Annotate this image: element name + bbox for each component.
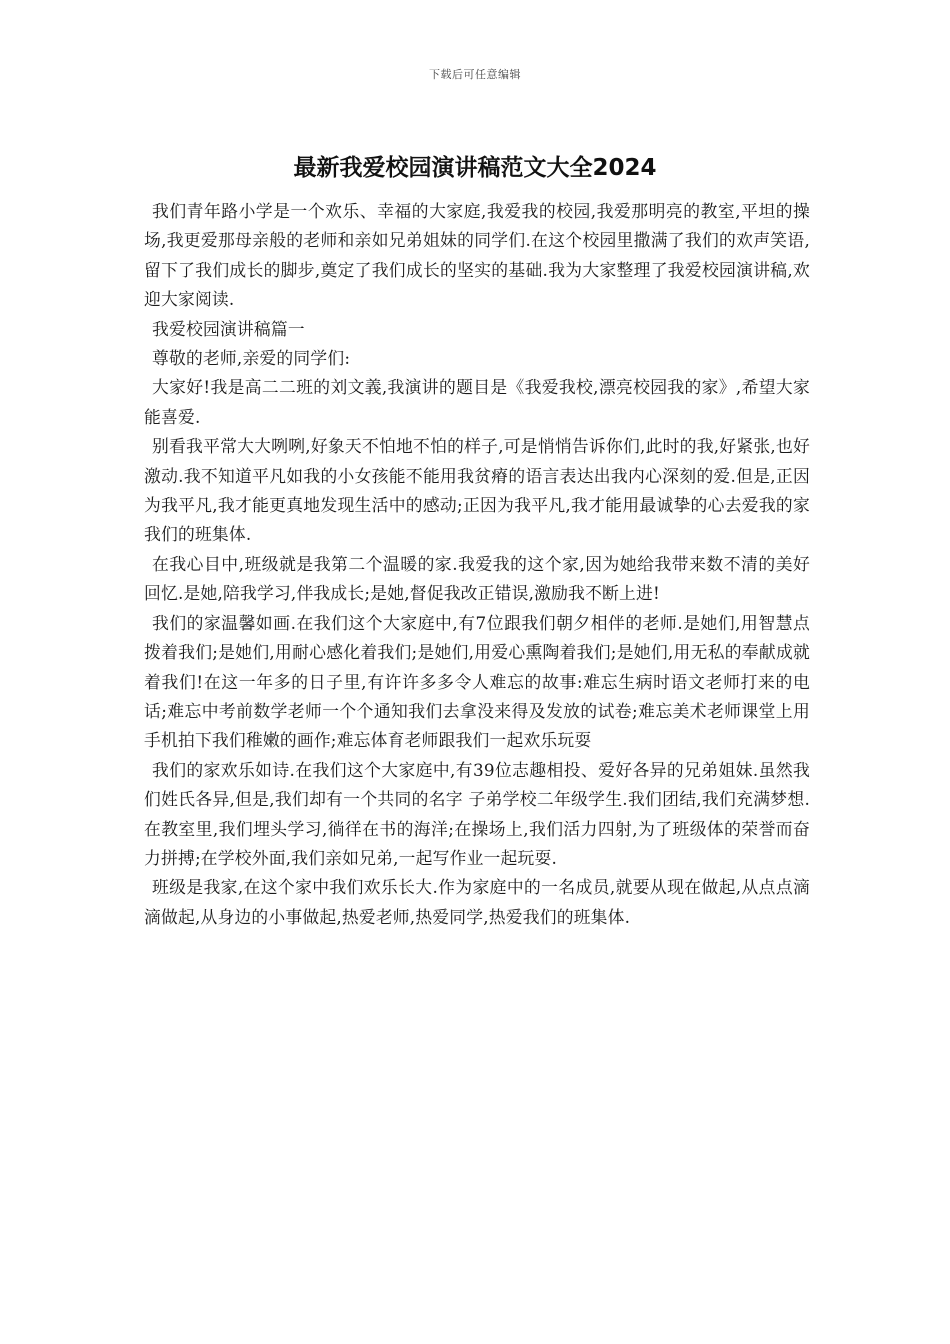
paragraph-section-heading: 我爱校园演讲稿篇一 xyxy=(152,318,305,339)
paragraph-intro: 我们青年路小学是一个欢乐、幸福的大家庭,我爱我的校园,我爱那明亮的教室,平坦的操场,我更爱那母亲般的老师和亲如兄弟姐妹的同学们.在这个校园里撒满了我们的欢声笑语,留下了我们成长的脚步,奠定了我们成长的坚实的基础.我为大家整理了我爱校园演讲稿,欢迎大家阅读. xyxy=(144,201,810,310)
paragraph-greeting: 大家好!我是高二二班的刘文義,我演讲的题目是《我爱我校,漂亮校园我的家》,希望大家能喜爱. xyxy=(144,377,810,427)
paragraph: 在我心目中,班级就是我第二个温暖的家.我爱我的这个家,因为她给我带来数不清的美好回忆.是她,陪我学习,伴我成长;是她,督促我改正错误,激励我不断上进! xyxy=(144,553,810,604)
page-title: 最新我爱校园演讲稿范文大全2024 xyxy=(293,155,657,181)
document-body xyxy=(144,197,810,932)
paragraph: 我们的家温馨如画.在我们这个大家庭中,有7位跟我们朝夕相伴的老师.是她们,用智慧点拨着我们;是她们,用耐心感化着我们;是她们,用爱心熏陶着我们;是她们,用无私的奉献成就着我们!在这一年多的日子里,有许许多多令人难忘的故事:难忘生病时语文老师打来的电话;难忘中考前数学老师一个个通知我们去拿没来得及发放的试卷;难忘美术老师课堂上用手机拍下我们稚嫩的画作;难忘体育老师跟我们一起欢乐玩耍 xyxy=(144,612,810,751)
paragraph: 我们的家欢乐如诗.在我们这个大家庭中,有39位志趣相投、爱好各异的兄弟姐妹.虽然我们姓氏各异,但是,我们却有一个共同的名字 子弟学校二年级学生.我们团结,我们充满梦想.在教室里,我们埋头学习,徜徉在书的海洋;在操场上,我们活力四射,为了班级体的荣誉而奋力拼搏;在学校外面,我们亲如兄弟,一起写作业一起玩耍. xyxy=(144,759,810,868)
paragraph: 别看我平常大大咧咧,好象天不怕地不怕的样子,可是悄悄告诉你们,此时的我,好紧张,也好激动.我不知道平凡如我的小女孩能不能用我贫瘠的语言表达出我内心深刻的爱.但是,正因为我平凡,我才能更真地发现生活中的感动;正因为我平凡,我才能用最诚挚的心去爱我的家 我们的班集体. xyxy=(144,436,810,545)
header-note: 下载后可任意编辑 xyxy=(429,68,521,81)
paragraph: 班级是我家,在这个家中我们欢乐长大.作为家庭中的一名成员,就要从现在做起,从点点滴滴做起,从身边的小事做起,热爱老师,热爱同学,热爱我们的班集体. xyxy=(144,877,810,927)
paragraph-salutation: 尊敬的老师,亲爱的同学们: xyxy=(152,348,351,369)
